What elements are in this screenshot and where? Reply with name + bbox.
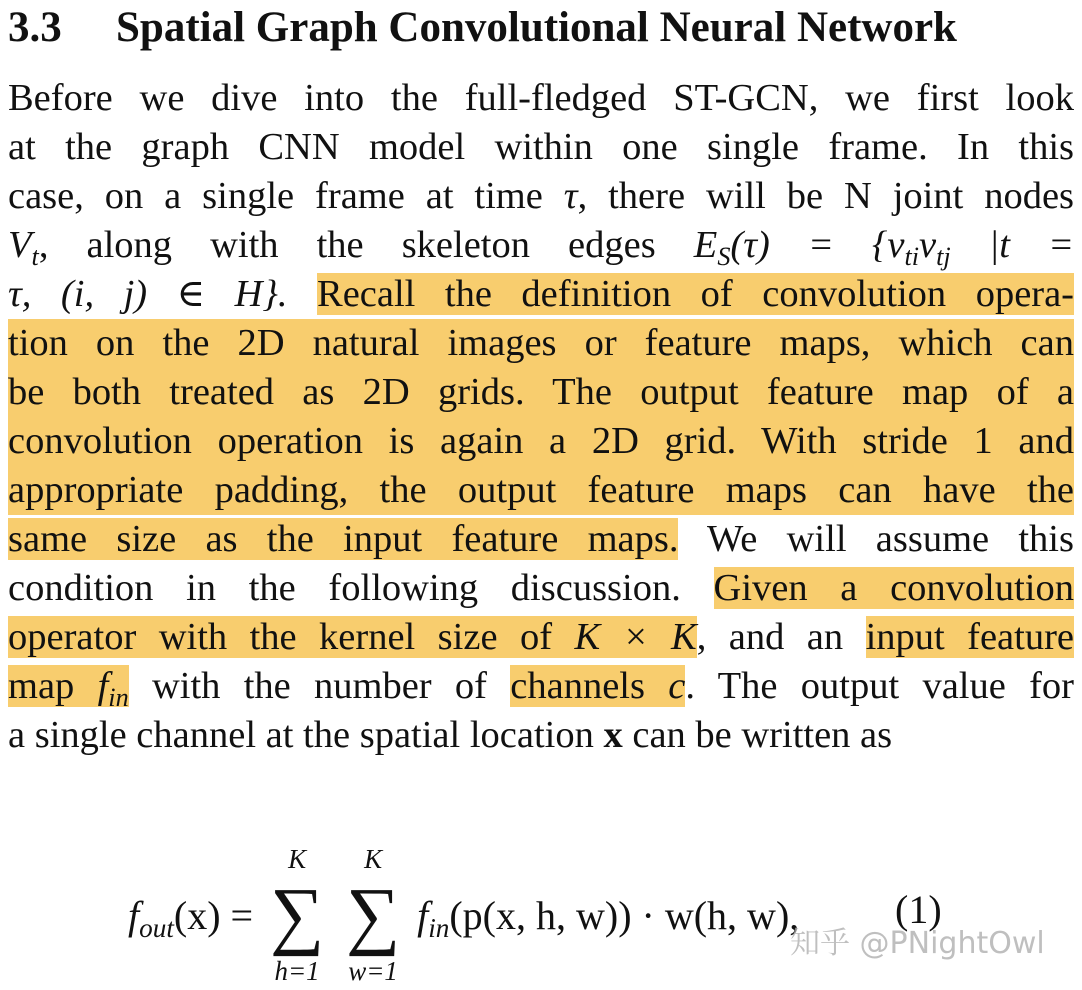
text-line <box>8 270 1074 319</box>
highlight <box>8 616 697 658</box>
highlight <box>510 665 685 707</box>
math-subscript: ti <box>904 241 919 271</box>
text-segment: at the graph CNN model within one single frame. In this <box>8 126 1074 168</box>
math-subscript: in <box>428 912 450 943</box>
math-symbol: v <box>918 224 937 266</box>
highlight: Given a convolution <box>713 567 1074 609</box>
text-segment: with the number of <box>151 665 487 707</box>
text-line <box>8 123 1074 172</box>
math-subscript: S <box>717 241 731 271</box>
sum-upper-limit: K <box>364 844 383 874</box>
text-segment: . The output value for <box>685 665 1075 707</box>
eq-rhs <box>417 892 450 943</box>
text-line <box>8 711 1074 760</box>
text-segment: We will assume this <box>707 518 1074 560</box>
highlight: same size as the input feature maps. <box>8 518 679 560</box>
eq-lhs-arg: (x) = <box>173 892 254 938</box>
text-line-highlighted <box>8 417 1074 466</box>
sum-w <box>337 845 409 985</box>
equation-1 <box>128 840 1008 990</box>
watermark: 知乎 @PNightOwl <box>790 926 1045 961</box>
sum-lower-limit: h=1 <box>274 956 320 986</box>
text-line-highlighted <box>8 319 1074 368</box>
text-line <box>8 515 1074 564</box>
text-line <box>8 172 1074 221</box>
text-line-highlighted <box>8 466 1074 515</box>
text-segment: , along with the skeleton edges <box>38 224 656 266</box>
math-symbol: V <box>8 224 32 266</box>
text-segment: appropriate padding, the output feature maps can have the <box>8 469 1074 511</box>
math-x-bold: x <box>603 714 623 756</box>
text-segment: convolution operation is again a 2D grid. With stride 1 and <box>8 420 1074 462</box>
math-c: c <box>668 665 686 707</box>
text-segment: , and an <box>696 616 844 658</box>
math-symbol: (τ) = {v <box>730 224 905 266</box>
math-symbol: f <box>128 892 140 938</box>
text-line <box>8 662 1074 711</box>
text-segment: tion on the 2D natural images or feature maps, which can <box>8 322 1074 364</box>
text-line <box>8 221 1074 270</box>
sigma-symbol: ∑ <box>269 873 325 957</box>
section-heading <box>8 2 957 54</box>
math-symbol: f <box>97 665 109 707</box>
math-subscript: tj <box>936 241 951 271</box>
text-segment: operator with the kernel size of <box>8 616 553 658</box>
equation-row <box>128 840 799 990</box>
math-kernel-size: K × K <box>574 616 697 658</box>
math-tau: τ <box>563 175 578 217</box>
text-segment: Before we dive into the full-fledged ST-GCN, we first look <box>8 77 1074 119</box>
math-subscript: out <box>139 912 174 943</box>
highlight: Recall the definition of convolution opera- <box>317 273 1075 315</box>
math-edges <box>693 224 1075 271</box>
text-segment: a single channel at the spatial location <box>8 714 594 756</box>
text-line <box>8 613 1074 662</box>
math-subscript: in <box>108 682 129 712</box>
text-segment: be both treated as 2D grids. The output feature map of a <box>8 371 1074 413</box>
math-symbol: E <box>693 224 718 266</box>
section-number: 3.3 <box>8 4 62 51</box>
text-line <box>8 564 1074 613</box>
text-segment: case, on a single frame at time <box>8 175 543 217</box>
math-symbol: f <box>417 892 429 938</box>
sigma-symbol: ∑ <box>345 873 401 957</box>
text-line <box>8 74 1074 123</box>
body-paragraph <box>8 74 1074 760</box>
math-set: τ, (i, j) ∈ H}. <box>8 273 288 315</box>
eq-rhs-rest: (p(x, h, w)) · w(h, w), <box>449 892 800 938</box>
highlight: input feature <box>865 616 1074 658</box>
text-segment: condition in the following discussion. <box>8 567 681 609</box>
sum-upper-limit: K <box>288 844 307 874</box>
eq-lhs <box>128 892 174 943</box>
sum-lower-limit: w=1 <box>348 956 398 986</box>
math-subscript: t <box>31 241 39 271</box>
section-title: Spatial Graph Convolutional Neural Network <box>116 4 957 51</box>
math-vt <box>8 224 39 271</box>
highlight <box>8 665 129 712</box>
math-fin <box>97 665 129 712</box>
text-segment: can be written as <box>632 714 893 756</box>
text-segment: map <box>8 665 75 707</box>
math-symbol: |t = <box>988 224 1075 266</box>
text-line-highlighted <box>8 368 1074 417</box>
text-segment: , there will be N joint nodes <box>577 175 1075 217</box>
sum-h <box>261 845 333 985</box>
text-segment: channels <box>510 665 645 707</box>
equation-number: (1) <box>895 887 942 932</box>
